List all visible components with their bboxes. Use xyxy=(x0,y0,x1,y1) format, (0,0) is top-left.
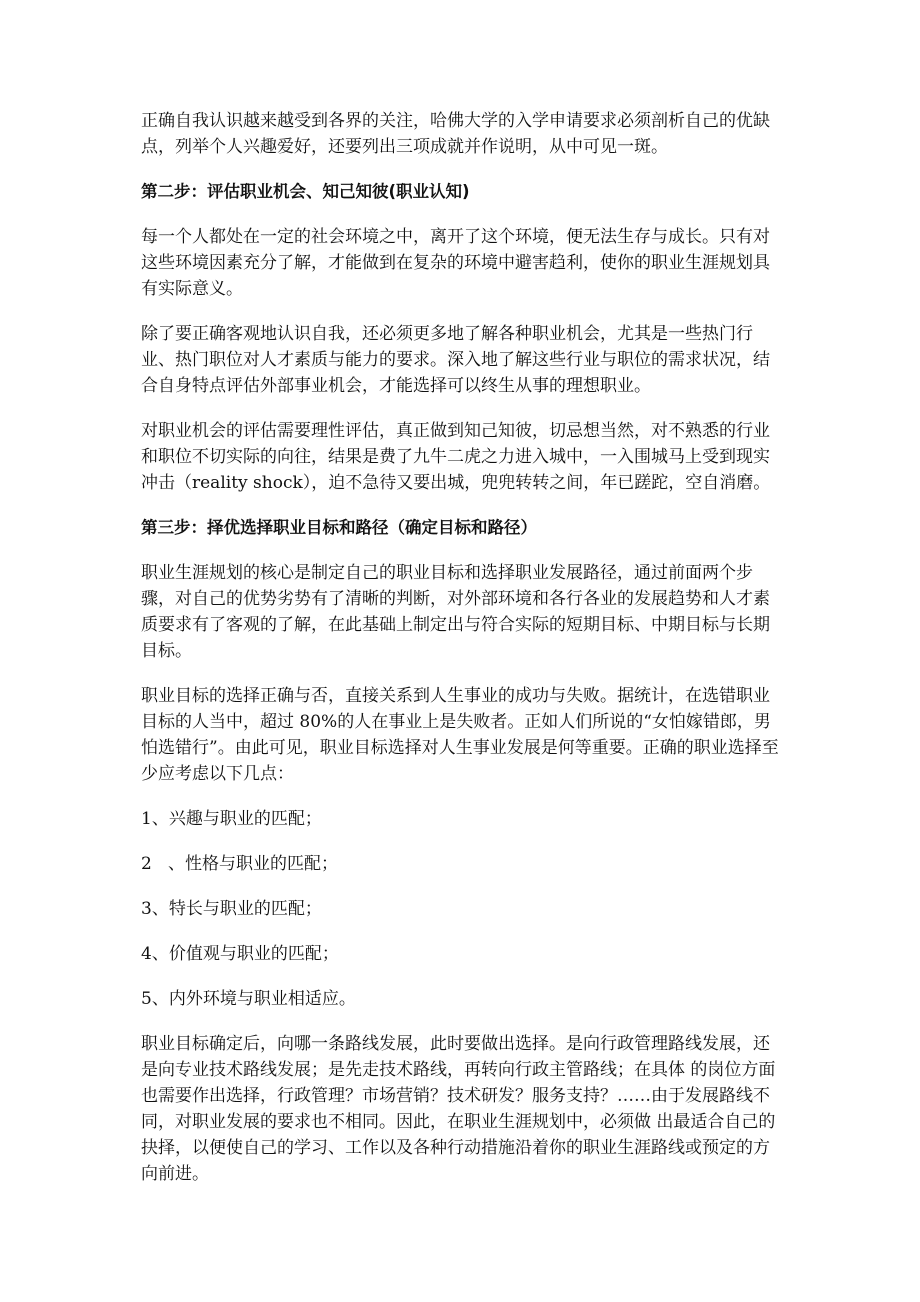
list-item-values: 4、价值观与职业的匹配； xyxy=(141,944,339,964)
paragraph-self-awareness: 正确自我认识越来越受到各界的关注，哈佛大学的入学申请要求必须剖析自己的优缺点，列举个人兴趣爱好，还要列出三项成就并作说明，从中可见一斑。 xyxy=(141,111,770,157)
paragraph-environment: 每一个人都处在一定的社会环境之中，离开了这个环境，便无法生存与成长。只有对这些环境因素充分了解，才能做到在复杂的环境中避害趋利，使你的职业生涯规划具有实际意义。 xyxy=(141,227,770,299)
heading-step-two: 第二步：评估职业机会、知己知彼(职业认知) xyxy=(141,182,470,201)
heading-step-three: 第三步：择优选择职业目标和路径（确定目标和路径） xyxy=(141,518,537,537)
paragraph-goal-selection: 职业目标的选择正确与否，直接关系到人生事业的成功与失败。据统计，在选错职业目标的人当中，超过 80%的人在事业上是失败者。正如人们所说的“女怕嫁错郎，男怕选错行”。由此可见，职业目标选择对人生事业发展是何等重要。正确的职业选择至少应考虑以下几点： xyxy=(141,686,779,784)
paragraph-development-path: 职业目标确定后，向哪一条路线发展，此时要做出选择。是向行政管理路线发展，还是向专业技术路线发展；是先走技术路线，再转向行政主管路线；在具体 的岗位方面也需要作出选择，行政管理？市场营销？技术研发？服务支持？……由于发展路线不同，对职业发展的要求也不相同。因此，在职业生涯规划中，必须做 出最适合自己的抉择，以便使自己的学习、工作以及各种行动措施沿着你的职业生涯路线或预定的方向前进。 xyxy=(141,1034,776,1184)
paragraph-career-opportunities: 除了要正确客观地认识自我，还必须更多地了解各种职业机会，尤其是一些热门行业、热门职位对人才素质与能力的要求。深入地了解这些行业与职位的需求状况，结合自身特点评估外部事业机会，才能选择可以终生从事的理想职业。 xyxy=(141,324,770,396)
paragraph-career-planning-core: 职业生涯规划的核心是制定自己的职业目标和选择职业发展路径，通过前面两个步骤，对自己的优势劣势有了清晰的判断，对外部环境和各行各业的发展趋势和人才素质要求有了客观的了解，在此基础上制定出与符合实际的短期目标、中期目标与长期目标。 xyxy=(141,563,770,661)
paragraph-rational-assessment: 对职业机会的评估需要理性评估，真正做到知己知彼，切忌想当然，对不熟悉的行业和职位不切实际的向往，结果是费了九牛二虎之力进入城中，一入围城马上受到现实冲击（reality shock），迫不急待又要出城，兜兜转转之间，年已蹉跎，空自消磨。 xyxy=(141,421,771,493)
list-item-personality: 2 、性格与职业的匹配； xyxy=(141,854,339,874)
document-body xyxy=(141,108,781,1187)
list-item-specialty: 3、特长与职业的匹配； xyxy=(141,899,322,919)
list-item-interest: 1、兴趣与职业的匹配； xyxy=(141,809,322,829)
list-item-environment: 5、内外环境与职业相适应。 xyxy=(141,989,356,1009)
